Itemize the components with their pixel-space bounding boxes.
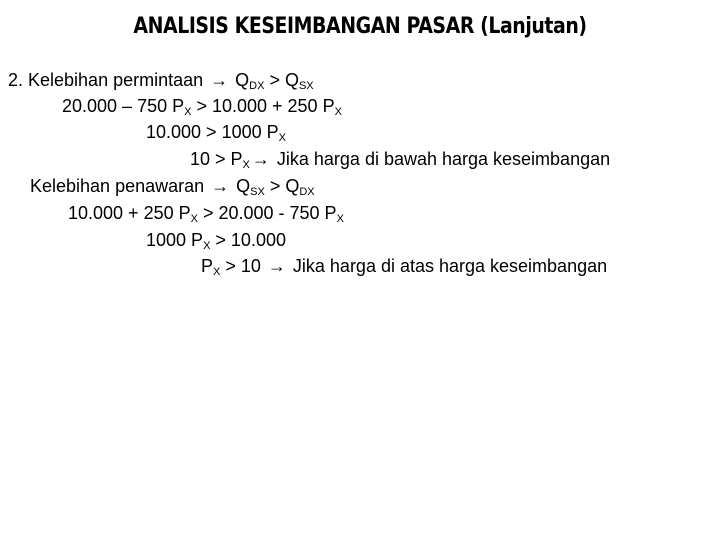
text-line-excess-supply	[30, 175, 315, 197]
text-run: 1000 P	[146, 230, 204, 250]
slide-title: ANALISIS KESEIMBANGAN PASAR (Lanjutan)	[133, 14, 587, 39]
text-line-demand-simplified	[146, 121, 286, 143]
text-line-demand-result	[190, 148, 610, 170]
subscript: DX	[299, 186, 315, 198]
subscript: X	[184, 106, 192, 118]
text-line-supply-simplified	[146, 229, 286, 251]
subscript: DX	[249, 80, 265, 92]
text-run: P	[201, 256, 214, 276]
text-run: > 10	[220, 256, 266, 276]
subscript: SX	[250, 186, 265, 198]
arrow-right-icon: →	[210, 70, 229, 90]
text-run: > 10.000	[210, 230, 286, 250]
text-line-demand-equation	[62, 95, 342, 117]
arrow-right-icon: →	[251, 149, 270, 169]
text-line-supply-equation	[68, 202, 344, 224]
subscript: X	[278, 132, 286, 144]
subscript: X	[190, 213, 198, 225]
arrow-right-icon: →	[267, 256, 286, 276]
text-run: Jika harga di atas harga keseimbangan	[287, 256, 608, 276]
subscript: X	[242, 159, 250, 171]
text-run: > 20.000 - 750 P	[197, 203, 337, 223]
text-run: > 10.000 + 250 P	[191, 96, 335, 116]
text-run: > Q	[264, 70, 299, 90]
subscript: X	[203, 240, 211, 252]
subscript: X	[213, 266, 221, 278]
text-run: Kelebihan penawaran	[30, 176, 210, 196]
text-run: 20.000 – 750 P	[62, 96, 185, 116]
text-run: Jika harga di bawah harga keseimbangan	[271, 149, 611, 169]
text-line-excess-demand	[8, 69, 314, 91]
text-run: 2. Kelebihan permintaan	[8, 70, 209, 90]
subscript: X	[334, 106, 342, 118]
text-run: Q	[230, 70, 250, 90]
arrow-right-icon: →	[211, 176, 230, 196]
text-run: 10.000 + 250 P	[68, 203, 191, 223]
text-run: 10 > P	[190, 149, 243, 169]
text-run: Q	[231, 176, 251, 196]
text-run: > Q	[264, 176, 300, 196]
text-run: 10.000 > 1000 P	[146, 122, 279, 142]
subscript: X	[336, 213, 344, 225]
subscript: SX	[298, 80, 314, 92]
text-line-supply-result	[201, 255, 607, 277]
